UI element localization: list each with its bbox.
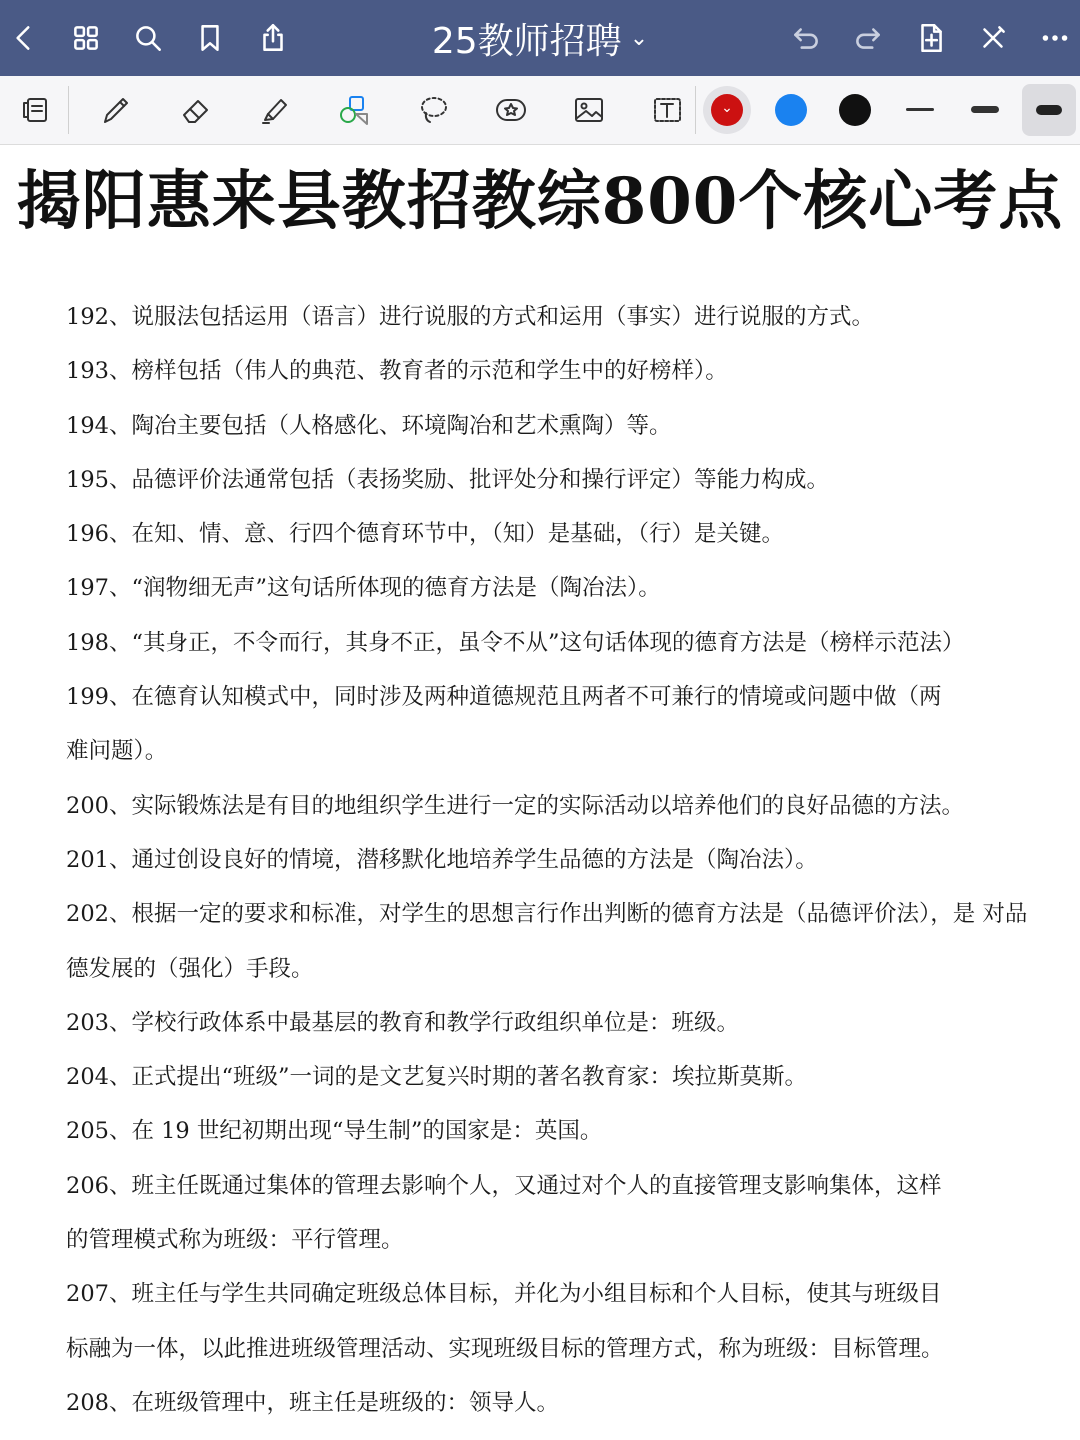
bookmark-icon[interactable] [186,14,234,62]
text-line: 标融为一体，以此推进班级管理活动、实现班级目标的管理方式，称为班级：目标管理。 [66,1335,944,1362]
color-swatch-blue[interactable] [775,94,807,126]
top-bar [0,0,1080,76]
text-line: 199、在德育认知模式中，同时涉及两种道德规范且两者不可兼行的情境或问题中做（两 [66,684,942,711]
redo-icon[interactable] [844,14,892,62]
text-line: 192、说服法包括运用（语言）进行说服的方式和运用（事实）进行说服的方式。 [66,304,874,330]
stroke-thick [1036,105,1062,115]
close-pen-icon[interactable] [969,14,1017,62]
text-line: 197、“润物细无声”这句话所体现的德育方法是（陶冶法）。 [66,575,661,602]
image-icon[interactable] [563,84,615,136]
chevron-down-icon: ⌄ [721,100,733,116]
text-line: 难问题）。 [66,738,168,765]
text-line: 198、“其身正，不令而行，其身不正，虽令不从”这句话体现的德育方法是（榜样示范法） [66,629,965,656]
notebook-title-dropdown[interactable] [340,12,740,64]
text-line: 194、陶冶主要包括（人格感化、环境陶冶和艺术熏陶）等。 [66,412,672,439]
text-line: 201、通过创设良好的情境，潜移默化地培养学生品德的方法是（陶冶法）。 [66,846,818,873]
lasso-icon[interactable] [407,84,459,136]
stroke-thin[interactable] [906,108,934,111]
more-icon[interactable] [1031,14,1079,62]
text-icon[interactable] [641,84,693,136]
toolbar-divider [695,86,696,134]
text-line: 205、在 19 世纪初期出现“导生制”的国家是：英国。 [66,1118,603,1145]
search-icon[interactable] [124,14,172,62]
text-line: 200、实际锻炼法是有目的地组织学生进行一定的实际活动以培养他们的良好品德的方法。 [66,792,964,819]
grid-icon[interactable] [62,14,110,62]
text-line: 208、在班级管理中，班主任是班级的：领导人。 [66,1389,559,1416]
text-line: 196、在知、情、意、行四个德育环节中，（知）是基础，（行）是关键。 [66,521,784,548]
text-line: 202、根据一定的要求和标准，对学生的思想言行作出判断的德育方法是（品德评价法），是 对品 [66,901,1028,928]
text-line: 206、班主任既通过集体的管理去影响个人，又通过对个人的直接管理支影响集体，这样 [66,1172,942,1199]
add-page-icon[interactable] [907,14,955,62]
highlighter-icon[interactable] [249,84,301,136]
color-swatch-red[interactable] [703,86,751,134]
share-icon[interactable] [249,14,297,62]
page-view-icon[interactable] [10,84,62,136]
stroke-thick-selected[interactable] [1022,84,1076,136]
text-line: 德发展的（强化）手段。 [66,955,314,982]
shapes-icon[interactable] [328,84,380,136]
toolbar-divider [68,86,69,134]
text-line: 204、正式提出“班级”一词的是文艺复兴时期的著名教育家：埃拉斯莫斯。 [66,1064,807,1091]
text-line: 195、品德评价法通常包括（表扬奖励、批评处分和操行评定）等能力构成。 [66,466,829,493]
stroke-medium[interactable] [971,106,999,113]
back-icon[interactable] [0,14,48,62]
chevron-down-icon: ⌄ [629,25,649,51]
sticker-icon[interactable] [485,84,537,136]
undo-icon[interactable] [782,14,830,62]
notebook-title: 25教师招聘 [431,20,622,62]
pen-icon[interactable] [90,84,142,136]
text-line: 207、班主任与学生共同确定班级总体目标，并化为小组目标和个人目标，使其与班级目 [66,1281,942,1308]
document-body [66,290,1066,1430]
text-line: 203、学校行政体系中最基层的教育和教学行政组织单位是：班级。 [66,1009,739,1036]
eraser-icon[interactable] [170,84,222,136]
drawing-toolbar [0,76,1080,145]
color-swatch-black[interactable] [839,94,871,126]
text-line: 193、榜样包括（伟人的典范、教育者的示范和学生中的好榜样）。 [66,358,728,385]
document-title: 揭阳惠来县教招教综800个核心考点 [16,164,1064,239]
text-line: 的管理模式称为班级：平行管理。 [66,1227,404,1254]
